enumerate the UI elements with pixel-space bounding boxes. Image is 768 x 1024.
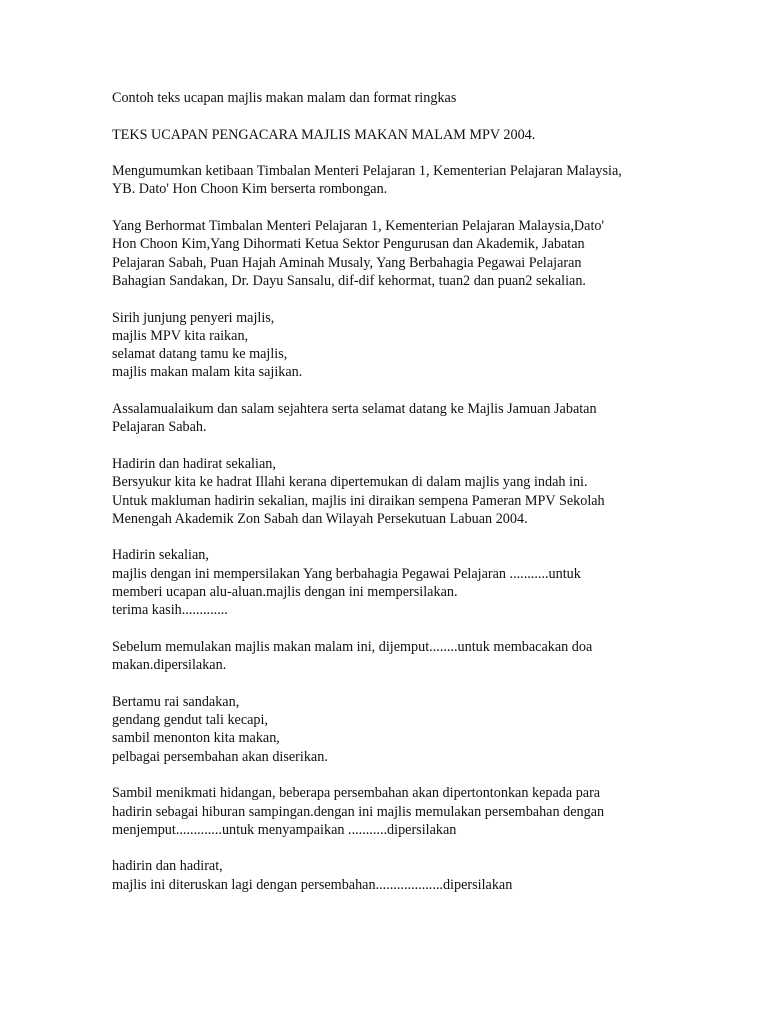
paragraph — [112, 162, 702, 199]
paragraph-line: Sambil menikmati hidangan, beberapa persembahan akan dipertontonkan kepada para — [112, 785, 601, 802]
paragraph — [112, 217, 702, 290]
paragraph — [112, 693, 702, 766]
paragraph-line: YB. Dato' Hon Choon Kim berserta rombongan. — [112, 181, 388, 198]
paragraph-line: majlis MPV kita raikan, — [112, 327, 249, 344]
paragraph-line: Yang Berhormat Timbalan Menteri Pelajaran 1, Kementerian Pelajaran Malaysia,Dato' — [112, 218, 605, 235]
title-line: Contoh teks ucapan majlis makan malam dan format ringkas — [112, 90, 457, 106]
paragraph-line: Assalamualaikum dan salam sejahtera serta selamat datang ke Majlis Jamuan Jabatan — [112, 401, 597, 418]
paragraph-line: memberi ucapan alu-aluan.majlis dengan ini mempersilakan. — [112, 584, 458, 601]
paragraph — [112, 857, 702, 894]
paragraph-line: sambil menonton kita makan, — [112, 730, 280, 747]
paragraph — [112, 455, 702, 528]
paragraph-line: Bahagian Sandakan, Dr. Dayu Sansalu, dif-dif kehormat, tuan2 dan puan2 sekalian. — [112, 272, 586, 289]
paragraph-line: hadirin sebagai hiburan sampingan.dengan ini majlis memulakan persembahan dengan — [112, 803, 605, 820]
paragraph-line: Sebelum memulakan majlis makan malam ini, dijemput........untuk membacakan doa — [112, 638, 593, 655]
paragraph — [112, 546, 702, 619]
paragraph-line: Untuk makluman hadirin sekalian, majlis ini diraikan sempena Pameran MPV Sekolah — [112, 492, 605, 509]
paragraph-line: Sirih junjung penyeri majlis, — [112, 309, 275, 326]
heading-line: TEKS UCAPAN PENGACARA MAJLIS MAKAN MALAM MPV 2004. — [112, 126, 536, 143]
paragraph-line: Hadirin dan hadirat sekalian, — [112, 455, 276, 472]
paragraph-line: Mengumumkan ketibaan Timbalan Menteri Pelajaran 1, Kementerian Pelajaran Malaysia, — [112, 163, 622, 180]
paragraph-line: pelbagai persembahan akan diserikan. — [112, 748, 328, 765]
paragraph-line: majlis ini diteruskan lagi dengan persembahan...................dipersilakan — [112, 876, 513, 893]
document-heading — [112, 126, 702, 144]
paragraph-line: Bertamu rai sandakan, — [112, 693, 240, 710]
paragraph-line: makan.dipersilakan. — [112, 657, 227, 674]
paragraphs-container — [112, 162, 702, 894]
paragraph-line: terima kasih............. — [112, 602, 228, 619]
paragraph — [112, 309, 702, 382]
paragraph-line: Bersyukur kita ke hadrat Illahi kerana dipertemukan di dalam majlis yang indah ini. — [112, 474, 588, 491]
paragraph-line: menjemput.............untuk menyampaikan ...........dipersilakan — [112, 821, 457, 838]
paragraph-line: Pelajaran Sabah, Puan Hajah Aminah Musaly, Yang Berbahagia Pegawai Pelajaran — [112, 254, 582, 271]
paragraph-line: Hon Choon Kim,Yang Dihormati Ketua Sektor Pengurusan dan Akademik, Jabatan — [112, 236, 585, 253]
paragraph — [112, 638, 702, 675]
paragraph — [112, 784, 702, 839]
paragraph-line: majlis dengan ini mempersilakan Yang berbahagia Pegawai Pelajaran ...........untuk — [112, 565, 581, 582]
paragraph — [112, 400, 702, 437]
document-title — [112, 89, 702, 107]
paragraph-line: selamat datang tamu ke majlis, — [112, 346, 288, 363]
paragraph-line: gendang gendut tali kecapi, — [112, 712, 269, 729]
paragraph-line: majlis makan malam kita sajikan. — [112, 364, 303, 381]
paragraph-line: Menengah Akademik Zon Sabah dan Wilayah Persekutuan Labuan 2004. — [112, 510, 528, 527]
paragraph-line: hadirin dan hadirat, — [112, 858, 223, 875]
paragraph-line: Pelajaran Sabah. — [112, 419, 207, 436]
document-page — [112, 89, 702, 912]
paragraph-line: Hadirin sekalian, — [112, 547, 209, 564]
